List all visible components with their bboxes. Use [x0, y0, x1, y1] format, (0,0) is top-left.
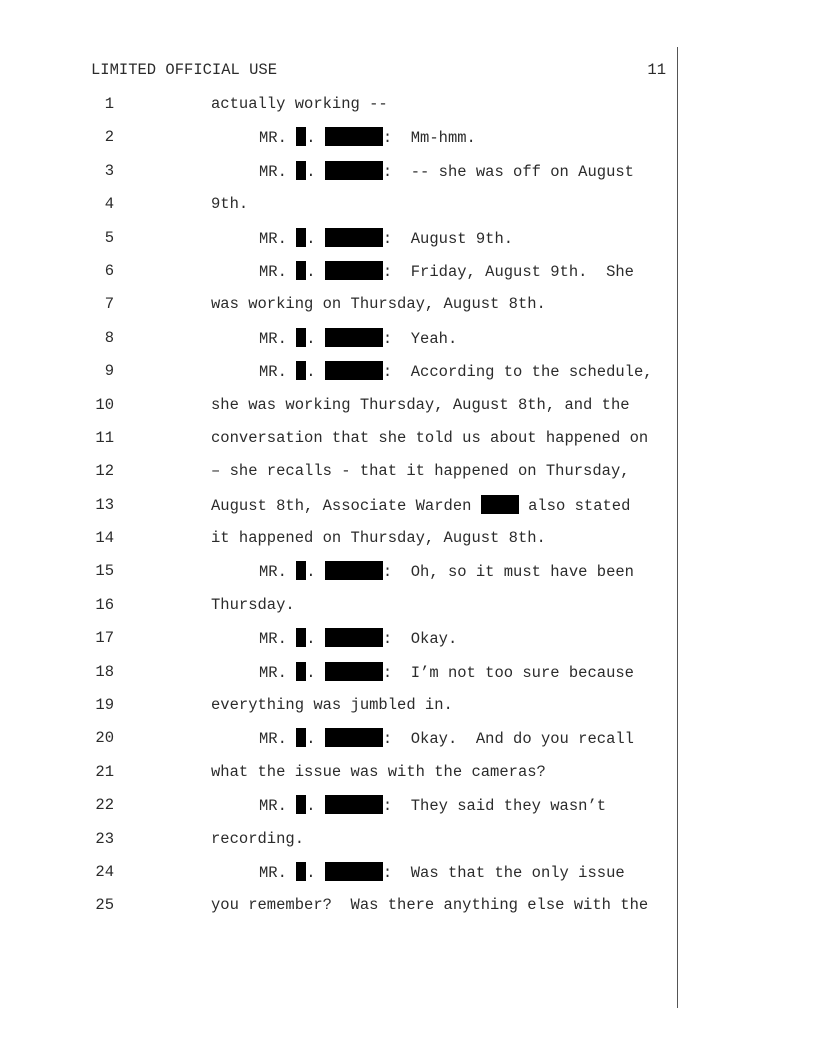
- transcript-line: [0, 894, 816, 927]
- line-text: you remember? Was there anything else with the: [211, 896, 649, 915]
- transcript-line: [0, 227, 816, 260]
- line-number: 8: [104, 328, 114, 347]
- speaker-title: MR.: [259, 162, 287, 181]
- transcript-line: [0, 594, 816, 627]
- transcript-line: [0, 560, 816, 593]
- line-number: 9: [104, 362, 114, 381]
- line-number: 3: [104, 161, 114, 180]
- line-number: 19: [95, 696, 114, 715]
- transcript-line: [0, 427, 816, 460]
- speech-text: Okay. And do you recall: [410, 730, 634, 749]
- line-number: 23: [95, 829, 114, 848]
- redaction-block: [296, 127, 306, 146]
- speaker-line: MR. . : They said they wasn’t: [259, 797, 607, 816]
- line-text: it happened on Thursday, August 8th.: [211, 529, 546, 548]
- line-number: 21: [95, 762, 114, 781]
- speaker-title: MR.: [259, 329, 287, 348]
- redaction-block: [325, 361, 383, 380]
- transcript-line: [0, 293, 816, 326]
- speaker-line: MR. . : Okay. And do you recall: [259, 730, 634, 749]
- redaction-block: [325, 662, 383, 681]
- speaker-title: MR.: [259, 129, 287, 148]
- speaker-title: MR.: [259, 630, 287, 649]
- line-number: 11: [95, 428, 114, 447]
- transcript-line: [0, 360, 816, 393]
- redaction-block: [296, 161, 306, 180]
- speaker-line: MR. . : Friday, August 9th. She: [259, 262, 634, 281]
- speech-text: According to the schedule,: [410, 363, 653, 382]
- redaction-block: [325, 127, 383, 146]
- redaction-block: [325, 628, 383, 647]
- line-number: 10: [95, 395, 114, 414]
- line-number: 22: [95, 796, 114, 815]
- transcript-line: [0, 794, 816, 827]
- classification-header: LIMITED OFFICIAL USE: [91, 61, 278, 79]
- redaction-block: [325, 261, 383, 280]
- line-text-after: also stated: [528, 496, 631, 515]
- line-number: 16: [95, 595, 114, 614]
- speaker-title: MR.: [259, 663, 287, 682]
- transcript-line: [0, 661, 816, 694]
- line-text: – she recalls - that it happened on Thursday,: [211, 462, 630, 481]
- line-number: 12: [95, 462, 114, 481]
- speaker-line: MR. . : Yeah.: [259, 329, 458, 348]
- speaker-line: MR. . : Mm-hmm.: [259, 129, 476, 148]
- speech-text: Friday, August 9th. She: [410, 262, 634, 281]
- line-text: everything was jumbled in.: [211, 696, 453, 715]
- speech-text: Yeah.: [410, 329, 458, 348]
- transcript-body: [0, 93, 816, 928]
- redaction-block: [325, 328, 383, 347]
- speaker-title: MR.: [259, 229, 287, 248]
- redaction-block: [325, 561, 383, 580]
- redaction-block: [325, 228, 383, 247]
- line-text: recording.: [211, 829, 305, 848]
- transcript-line: [0, 193, 816, 226]
- speaker-line: MR. . : Oh, so it must have been: [259, 563, 634, 582]
- speech-text: Mm-hmm.: [410, 129, 476, 148]
- redaction-block: [296, 261, 306, 280]
- speech-text: Oh, so it must have been: [410, 563, 634, 582]
- speaker-line: MR. . : Okay.: [259, 630, 458, 649]
- redaction-block: [296, 728, 306, 747]
- speaker-title: MR.: [259, 262, 287, 281]
- line-number: 18: [95, 662, 114, 681]
- line-number: 7: [104, 295, 114, 314]
- line-number: 14: [95, 529, 114, 548]
- speaker-line: MR. . : I’m not too sure because: [259, 663, 634, 682]
- redaction-block: [296, 228, 306, 247]
- redaction-block: [325, 161, 383, 180]
- speaker-line: MR. . : August 9th.: [259, 229, 514, 248]
- line-number: 13: [95, 495, 114, 514]
- redaction-block: [325, 795, 383, 814]
- line-text: actually working --: [211, 95, 388, 113]
- redaction-block: [296, 628, 306, 647]
- transcript-line: [0, 527, 816, 560]
- speaker-line: MR. . : According to the schedule,: [259, 363, 653, 382]
- line-number: 20: [95, 729, 114, 748]
- redaction-block: [296, 662, 306, 681]
- redaction-block: [296, 328, 306, 347]
- transcript-line: [0, 727, 816, 760]
- speaker-title: MR.: [259, 363, 287, 382]
- transcript-line: [0, 160, 816, 193]
- speech-text: I’m not too sure because: [410, 663, 634, 682]
- speaker-title: MR.: [259, 730, 287, 749]
- redaction-block: [296, 561, 306, 580]
- line-text: what the issue was with the cameras?: [211, 762, 546, 781]
- line-number: 17: [95, 629, 114, 648]
- line-number: 24: [95, 862, 114, 881]
- speech-text: -- she was off on August: [410, 162, 634, 181]
- transcript-line: [0, 126, 816, 159]
- transcript-line: [0, 260, 816, 293]
- line-text-before: August 8th, Associate Warden: [211, 496, 472, 515]
- speech-text: August 9th.: [410, 229, 514, 248]
- page-number: 11: [647, 61, 666, 79]
- line-number: 5: [104, 228, 114, 247]
- transcript-line: [0, 828, 816, 861]
- redaction-block: [296, 795, 306, 814]
- redaction-block: [296, 862, 306, 881]
- transcript-line: [0, 627, 816, 660]
- redaction-block: [325, 862, 383, 881]
- transcript-line: [0, 761, 816, 794]
- speaker-line: MR. . : Was that the only issue: [259, 863, 625, 882]
- redaction-block: [296, 361, 306, 380]
- transcript-line: [0, 694, 816, 727]
- transcript-line: [0, 494, 816, 527]
- speech-text: They said they wasn’t: [410, 797, 607, 816]
- speaker-title: MR.: [259, 863, 287, 882]
- speech-text: Was that the only issue: [410, 863, 625, 882]
- line-number: 2: [104, 128, 114, 147]
- line-text: was working on Thursday, August 8th.: [211, 295, 546, 314]
- line-number: 4: [104, 195, 114, 214]
- line-text: she was working Thursday, August 8th, and the: [211, 395, 630, 414]
- speaker-title: MR.: [259, 797, 287, 816]
- transcript-line: [0, 93, 816, 126]
- transcript-line: [0, 460, 816, 493]
- line-text: conversation that she told us about happened on: [211, 428, 649, 447]
- redaction-block: [325, 728, 383, 747]
- line-text: Thursday.: [211, 595, 295, 614]
- line-number: 25: [95, 896, 114, 915]
- speaker-title: MR.: [259, 563, 287, 582]
- redaction-block: [481, 495, 519, 514]
- transcript-line: [0, 394, 816, 427]
- line-number: 6: [104, 261, 114, 280]
- line-text: [211, 495, 630, 516]
- speech-text: Okay.: [410, 630, 458, 649]
- line-text: 9th.: [211, 195, 249, 214]
- line-number: 1: [104, 95, 114, 113]
- transcript-line: [0, 861, 816, 894]
- speaker-line: MR. . : -- she was off on August: [259, 162, 634, 181]
- line-number: 15: [95, 562, 114, 581]
- transcript-line: [0, 327, 816, 360]
